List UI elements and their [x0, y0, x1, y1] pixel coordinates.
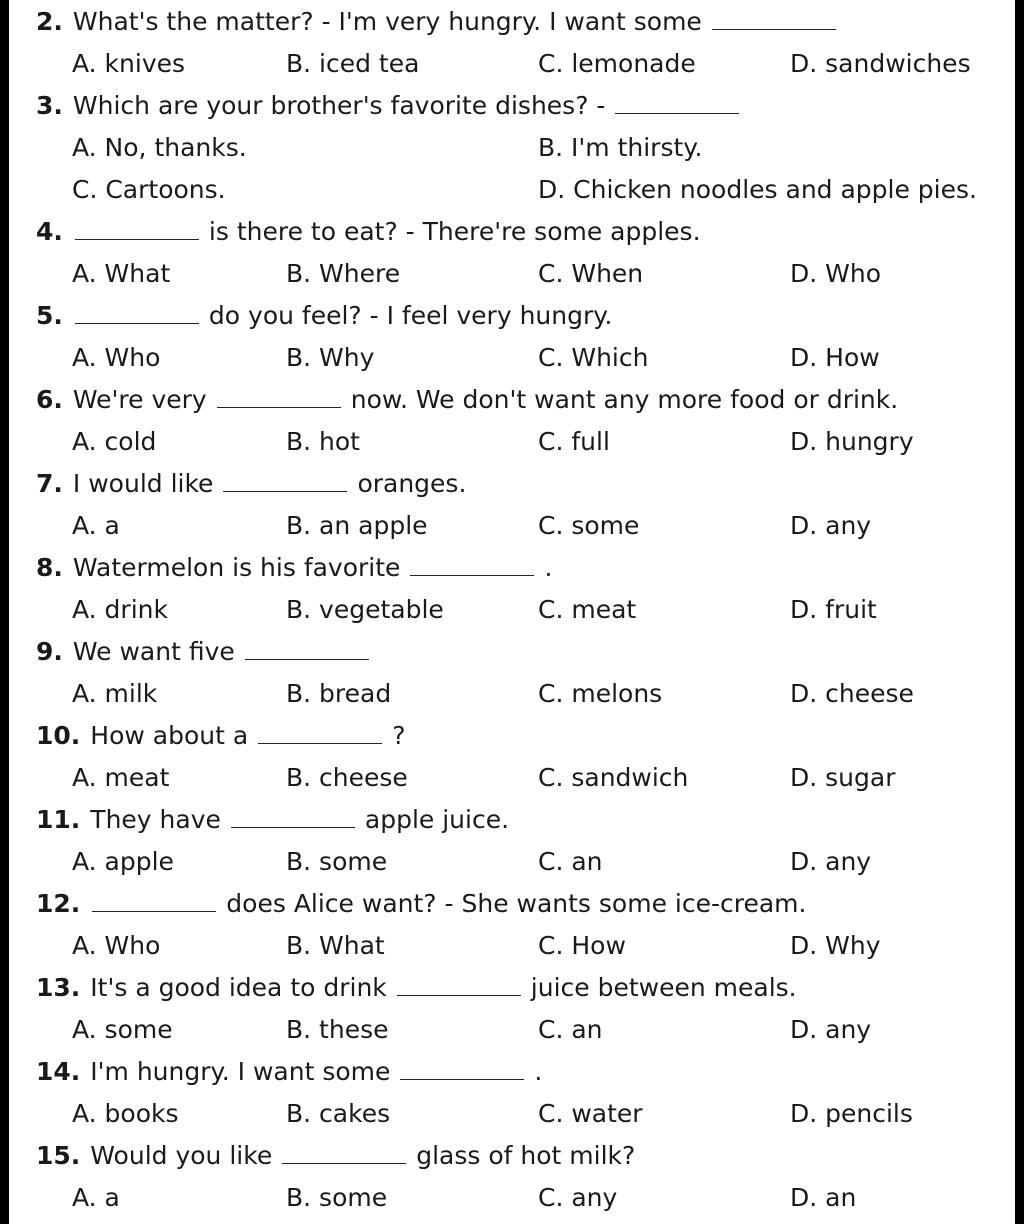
question-12 [36, 885, 1011, 927]
option-a[interactable]: A. What [72, 259, 171, 288]
option-b[interactable]: B. What [286, 931, 385, 960]
question-number: 2. [36, 7, 63, 36]
option-c[interactable]: C. full [538, 427, 610, 456]
option-c[interactable]: C. water [538, 1099, 643, 1128]
question-11 [36, 801, 1011, 843]
options-row [36, 45, 1011, 87]
question-text-before: What's the matter? - I'm very hungry. I want some [72, 7, 702, 36]
option-b[interactable]: B. Why [286, 343, 375, 372]
option-d[interactable]: D. Who [790, 259, 882, 288]
option-c[interactable]: C. any [538, 1183, 618, 1212]
option-d[interactable]: D. sandwiches [790, 49, 971, 78]
right-border [1015, 0, 1024, 1224]
options-row [36, 927, 1011, 969]
question-3 [36, 87, 1011, 129]
option-b[interactable]: B. some [286, 1183, 388, 1212]
question-10 [36, 717, 1011, 759]
option-b[interactable]: B. hot [286, 427, 360, 456]
options-row [36, 759, 1011, 801]
option-c[interactable]: C. When [538, 259, 644, 288]
question-number: 8. [36, 553, 63, 582]
question-4 [36, 213, 1011, 255]
answer-blank[interactable] [615, 89, 739, 114]
option-a[interactable]: A. Who [72, 343, 161, 372]
question-text-after: glass of hot milk? [416, 1141, 636, 1170]
question-number: 13. [36, 973, 81, 1002]
question-number: 11. [36, 805, 81, 834]
option-c[interactable]: C. meat [538, 595, 637, 624]
option-d[interactable]: D. any [790, 1015, 872, 1044]
option-c[interactable]: C. melons [538, 679, 663, 708]
option-b[interactable]: B. I'm thirsty. [538, 133, 703, 162]
option-c[interactable]: C. How [538, 931, 626, 960]
question-number: 3. [36, 91, 63, 120]
question-text-before: It's a good idea to drink [90, 973, 387, 1002]
question-text-before: Would you like [90, 1141, 273, 1170]
option-d[interactable]: D. hungry [790, 427, 914, 456]
answer-blank[interactable] [217, 383, 341, 408]
option-c[interactable]: C. Which [538, 343, 649, 372]
question-text-after: . [534, 1057, 543, 1086]
question-7 [36, 465, 1011, 507]
option-a[interactable]: A. cold [72, 427, 157, 456]
question-8 [36, 549, 1011, 591]
options-row [36, 255, 1011, 297]
options-row [36, 339, 1011, 381]
option-a[interactable]: A. No, thanks. [72, 133, 247, 162]
question-text-before: We want five [72, 637, 235, 666]
option-a[interactable]: A. a [72, 511, 120, 540]
option-a[interactable]: A. a [72, 1183, 120, 1212]
option-a[interactable]: A. milk [72, 679, 158, 708]
answer-blank[interactable] [245, 635, 369, 660]
question-number: 14. [36, 1057, 81, 1086]
option-b[interactable]: B. some [286, 847, 388, 876]
option-a[interactable]: A. Who [72, 931, 161, 960]
question-2 [36, 3, 1011, 45]
option-a[interactable]: A. knives [72, 49, 186, 78]
option-c[interactable]: C. Cartoons. [72, 175, 226, 204]
question-number: 6. [36, 385, 63, 414]
question-text-after: . [544, 553, 553, 582]
options-row [36, 171, 1011, 213]
left-border [0, 0, 9, 1224]
option-d[interactable]: D. fruit [790, 595, 877, 624]
question-text-before: I would like [72, 469, 214, 498]
option-c[interactable]: C. lemonade [538, 49, 696, 78]
answer-blank[interactable] [92, 887, 216, 912]
option-b[interactable]: B. an apple [286, 511, 428, 540]
question-6 [36, 381, 1011, 423]
question-text-after: ? [392, 721, 406, 750]
question-number: 9. [36, 637, 63, 666]
question-text-before: I'm hungry. I want some [90, 1057, 391, 1086]
question-text-before: We're very [72, 385, 207, 414]
option-a[interactable]: A. some [72, 1015, 173, 1044]
question-5 [36, 297, 1011, 339]
option-d[interactable]: D. Why [790, 931, 881, 960]
question-15 [36, 1137, 1011, 1179]
worksheet [36, 3, 1011, 1221]
question-number: 5. [36, 301, 63, 330]
options-row [36, 1095, 1011, 1137]
question-text-before: Which are your brother's favorite dishes? - [72, 91, 606, 120]
option-d[interactable]: D. sugar [790, 763, 896, 792]
question-text-after: does Alice want? - She wants some ice-cream. [226, 889, 807, 918]
options-row [36, 507, 1011, 549]
option-d[interactable]: D. Chicken noodles and apple pies. [538, 175, 977, 204]
option-b[interactable]: B. iced tea [286, 49, 420, 78]
option-d[interactable]: D. any [790, 847, 872, 876]
question-text-after: do you feel? - I feel very hungry. [208, 301, 613, 330]
option-c[interactable]: C. sandwich [538, 763, 689, 792]
option-a[interactable]: A. meat [72, 763, 170, 792]
option-b[interactable]: B. bread [286, 679, 392, 708]
question-number: 15. [36, 1141, 81, 1170]
question-text-before: Watermelon is his favorite [72, 553, 401, 582]
answer-blank[interactable] [397, 971, 521, 996]
option-b[interactable]: B. vegetable [286, 595, 444, 624]
question-number: 4. [36, 217, 63, 246]
options-row [36, 843, 1011, 885]
option-c[interactable]: C. some [538, 511, 640, 540]
question-text-after: apple juice. [364, 805, 510, 834]
answer-blank[interactable] [223, 467, 347, 492]
option-d[interactable]: D. any [790, 511, 872, 540]
option-d[interactable]: D. an [790, 1183, 857, 1212]
answer-blank[interactable] [282, 1139, 406, 1164]
options-row [36, 675, 1011, 717]
option-a[interactable]: A. drink [72, 595, 168, 624]
question-number: 7. [36, 469, 63, 498]
question-text-after: oranges. [357, 469, 467, 498]
option-d[interactable]: D. pencils [790, 1099, 913, 1128]
option-a[interactable]: A. apple [72, 847, 174, 876]
option-a[interactable]: A. books [72, 1099, 179, 1128]
question-14 [36, 1053, 1011, 1095]
answer-blank[interactable] [410, 551, 534, 576]
option-b[interactable]: B. Where [286, 259, 401, 288]
option-c[interactable]: C. an [538, 847, 603, 876]
question-text-before: They have [90, 805, 221, 834]
options-row [36, 1179, 1011, 1221]
option-c[interactable]: C. an [538, 1015, 603, 1044]
option-d[interactable]: D. cheese [790, 679, 914, 708]
question-text-after: juice between meals. [530, 973, 797, 1002]
answer-blank[interactable] [75, 215, 199, 240]
option-d[interactable]: D. How [790, 343, 880, 372]
answer-blank[interactable] [258, 719, 382, 744]
question-9 [36, 633, 1011, 675]
options-row [36, 129, 1011, 171]
answer-blank[interactable] [712, 5, 836, 30]
option-b[interactable]: B. cheese [286, 763, 408, 792]
option-b[interactable]: B. cakes [286, 1099, 391, 1128]
question-text-after: is there to eat? - There're some apples. [208, 217, 701, 246]
question-number: 10. [36, 721, 81, 750]
options-row [36, 423, 1011, 465]
question-number: 12. [36, 889, 81, 918]
options-row [36, 591, 1011, 633]
answer-blank[interactable] [75, 299, 199, 324]
question-13 [36, 969, 1011, 1011]
answer-blank[interactable] [231, 803, 355, 828]
answer-blank[interactable] [400, 1055, 524, 1080]
option-b[interactable]: B. these [286, 1015, 389, 1044]
question-text-after: now. We don't want any more food or drink. [350, 385, 899, 414]
options-row [36, 1011, 1011, 1053]
question-text-before: How about a [90, 721, 249, 750]
